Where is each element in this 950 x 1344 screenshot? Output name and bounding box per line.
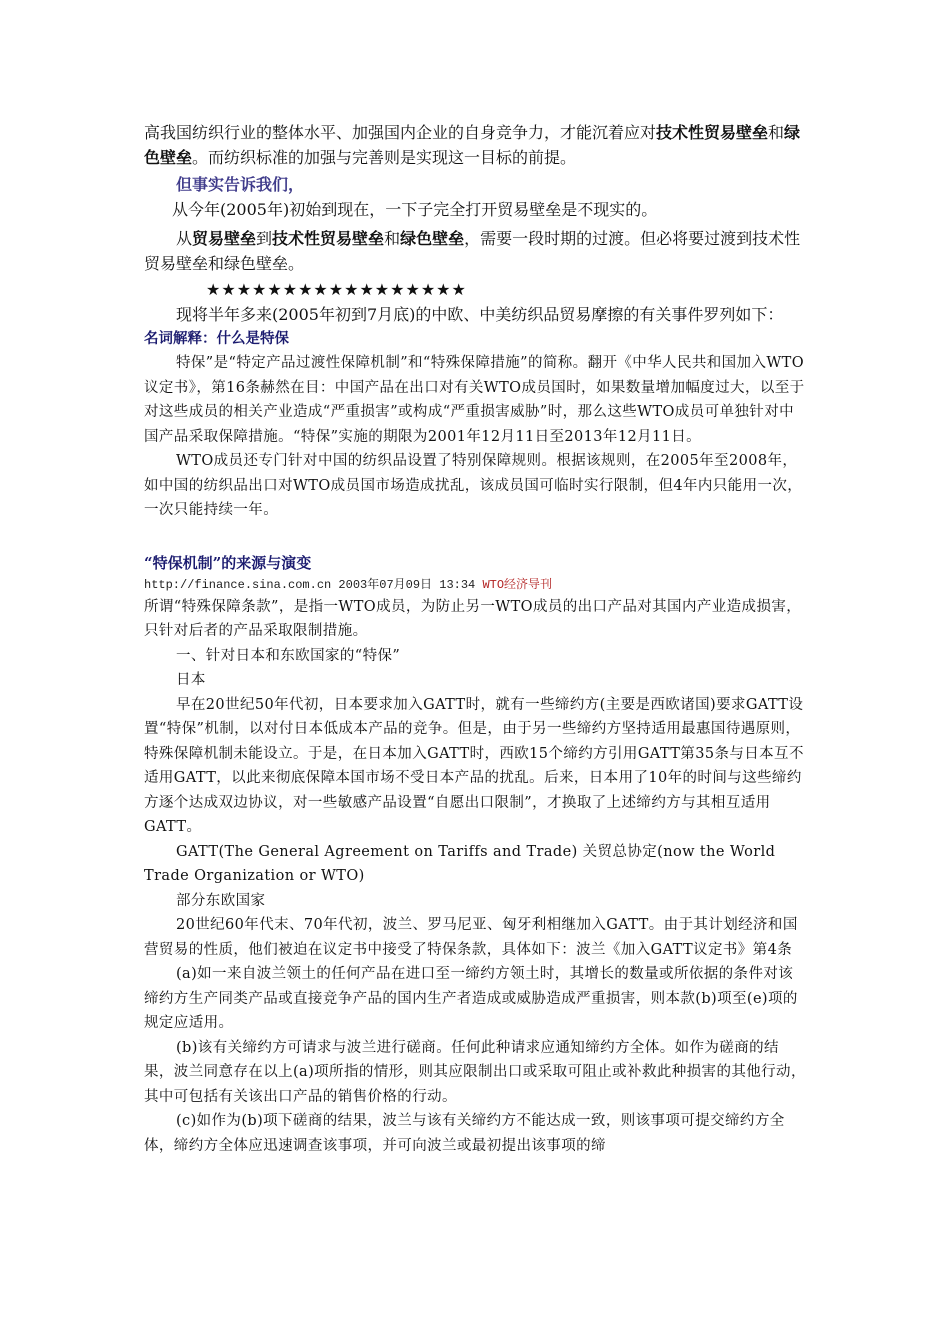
bold-term: 贸易壁垒 (192, 229, 257, 248)
star-divider: ★★★★★★★★★★★★★★★★★ (206, 280, 467, 299)
paragraph-tebao-definition: 特保”是“特定产品过渡性保障机制”和“特殊保障措施”的简称。翻开《中华人民共和国加入WTO议定书》，第16条赫然在目：中国产品在出口对有关WTO成员国时，如果数量增加幅度过大，以至于对这些成员的相关产业造成“严重损害”或构成“严重损害威胁”时，那么这些WTO成员可单独针对中国产品采取保障措施。“特保”实施的期限为2001年12月11日至2013年12月11日。 (144, 355, 805, 445)
spacer (144, 523, 808, 551)
paragraph-clause-a: (a)如一来自波兰领土的任何产品在进口至一缔约方领土时，其增长的数量或所依据的条件对该缔约方生产同类产品或直接竞争产品的国内生产者造成或威胁造成严重损害，则本款(b)项至(e)项的规定应适用。 (144, 966, 798, 1031)
text-run: 从 (176, 229, 193, 248)
source-tag: WTO经济导刊 (482, 577, 553, 592)
paragraph-events: 现将半年多来(2005年初到7月底)的中欧、中美纺织品贸易摩擦的有关事件罗列如下： (176, 305, 784, 324)
heading-origin: “特保机制”的来源与演变 (144, 553, 312, 572)
text-run: 到 (256, 229, 273, 248)
bold-term: 技术性贸易壁垒 (656, 123, 769, 142)
subheading-japan: 日本 (176, 672, 206, 688)
subheading-eastern-europe: 部分东欧国家 (176, 892, 266, 909)
section-heading: 一、针对日本和东欧国家的“特保” (176, 647, 401, 664)
paragraph-japan: 早在20世纪50年代初，日本要求加入GATT时，就有一些缔约方(主要是西欧诸国)要求GATT设置“特保”机制，以对付日本低成本产品的竞争。但是，由于另一些缔约方坚持适用最惠国待遇原则，特殊保障机制未能设立。于是，在日本加入GATT时，西欧15个缔约方引用GATT第35条与日本互不适用GATT，以此来彻底保障本国市场不受日本产品的扰乱。后来，日本用了10年的时间与这些缔约方逐个达成双边协议，对一些敏感产品设置“自愿出口限制”，才换取了上述缔约方与其相互适用GATT。 (144, 696, 804, 835)
text-run: 。而纺织标准的加强与完善则是实现这一目标的前提。 (192, 148, 577, 167)
text-run: 和 (384, 229, 401, 248)
text-run: ，需要一段时期的过渡。但必将要过渡到技术性贸易壁垒和绿色壁垒。 (144, 229, 801, 273)
text-run: 和 (768, 123, 785, 142)
bold-term: 绿色壁垒 (400, 229, 465, 248)
paragraph-definition: 所谓“特殊保障条款”，是指一WTO成员，为防止另一WTO成员的出口产品对其国内产业造成损害，只针对后者的产品采取限制措施。 (144, 598, 802, 639)
source-line (144, 575, 808, 595)
source-url: http://finance.sina.com.cn 2003年07月09日 13:34 (144, 577, 483, 592)
text-run: 高我国纺织行业的整体水平、加强国内企业的自身竞争力，才能沉着应对 (144, 123, 657, 142)
paragraph-clause-c: (c)如作为(b)项下磋商的结果，波兰与该有关缔约方不能达成一致，则该事项可提交缔约方全体，缔约方全体应迅速调查该事项，并可向波兰或最初提出该事项的缔 (144, 1113, 785, 1154)
document-page (144, 120, 808, 1158)
heading-fact: 但事实告诉我们， (176, 175, 305, 194)
paragraph-gatt: GATT(The General Agreement on Tariffs and Trade) 关贸总协定(now the World Trade Organization or WTO) (144, 843, 776, 884)
paragraph-transition (144, 226, 808, 276)
heading-term: 名词解释：什么是特保 (144, 330, 289, 347)
paragraph-textile-rule: WTO成员还专门针对中国的纺织品设置了特别保障规则。根据该规则，在2005年至2008年，如中国的纺织品出口对WTO成员国市场造成扰乱，该成员国可临时实行限制，但4年内只能用一次，一次只能持续一年。 (144, 453, 803, 518)
bold-term: 绿色壁垒 (144, 123, 801, 167)
paragraph-intro (144, 120, 808, 170)
bold-term: 技术性贸易壁垒 (272, 229, 385, 248)
paragraph-2005: 从今年(2005年)初始到现在，一下子完全打开贸易壁垒是不现实的。 (172, 200, 658, 219)
paragraph-eastern-europe: 20世纪60年代末、70年代初，波兰、罗马尼亚、匈牙利相继加入GATT。由于其计划经济和国营贸易的性质，他们被迫在议定书中接受了特保条款，具体如下：波兰《加入GATT议定书》第4条 (144, 917, 798, 958)
paragraph-clause-b: (b)该有关缔约方可请求与波兰进行磋商。任何此种请求应通知缔约方全体。如作为磋商的结果，波兰同意存在以上(a)项所指的情形，则其应限制出口或采取可阻止或补救此种损害的其他行动，其中可包括有关该出口产品的销售价格的行动。 (144, 1039, 806, 1105)
